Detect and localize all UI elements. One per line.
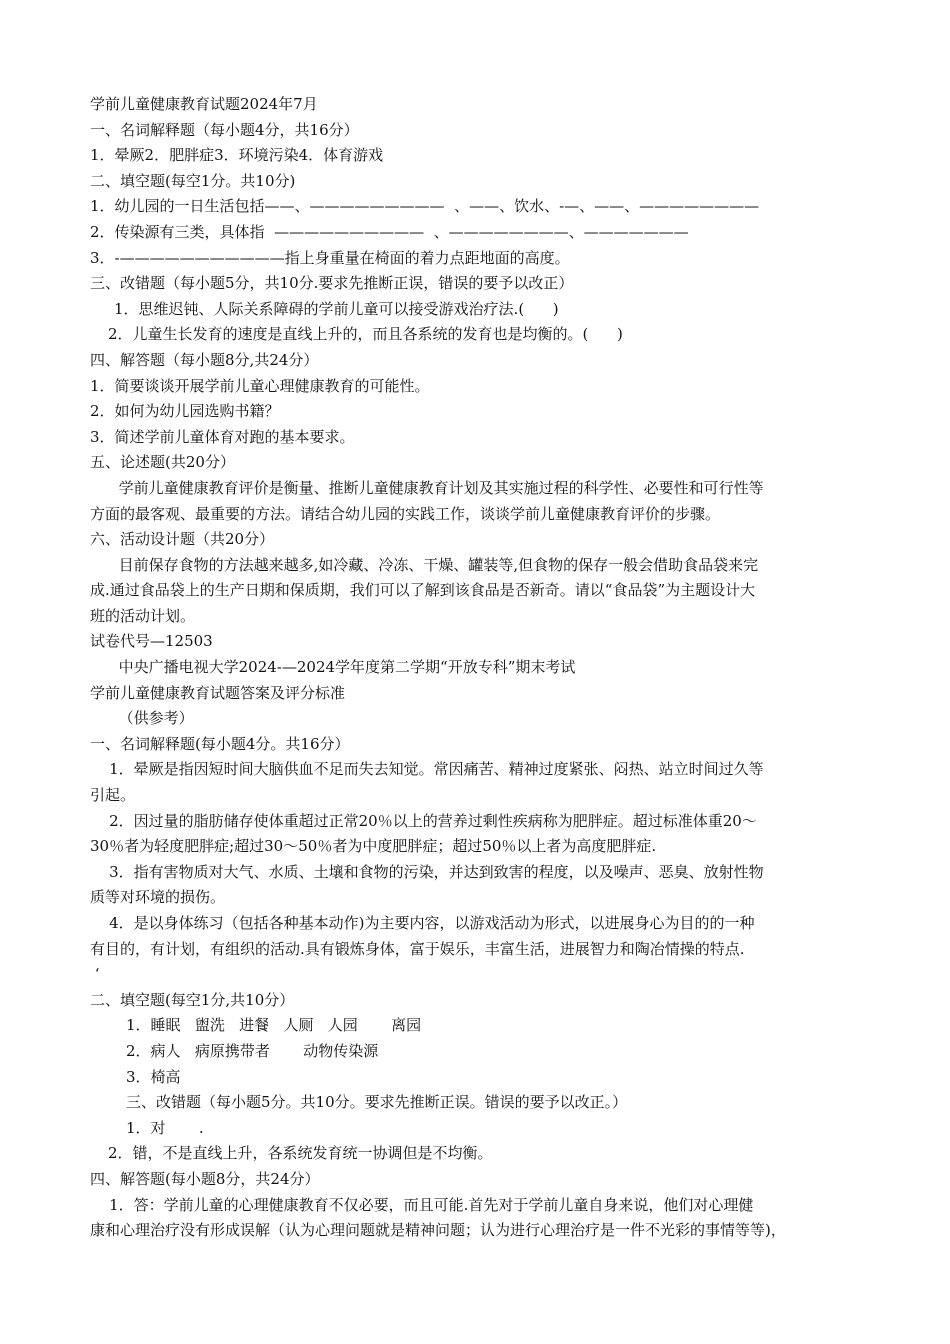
question-line: 1．晕厥2．肥胖症3．环境污染4．体育游戏 bbox=[90, 146, 384, 165]
answer-title: 学前儿童健康教育试题答案及评分标准 bbox=[90, 683, 346, 702]
answer-line: 3．椅高 bbox=[126, 1067, 181, 1086]
question-line: 3．简述学前儿童体育对跑的基本要求。 bbox=[90, 427, 355, 446]
answer-line: 4．是以身体练习（包括各种基本动作)为主要内容，以游戏活动为形式，以进展身心为目的的一种 bbox=[90, 914, 755, 932]
paragraph-line: 成.通过食品袋上的生产日期和保质期，我们可以了解到该食品是否新奇。请以“食品袋”为主题设计大 bbox=[90, 581, 756, 600]
section-heading: 六、活动设计题（共20分） bbox=[90, 530, 275, 549]
question-line: 2．如何为幼儿园选购书籍？ bbox=[90, 402, 280, 421]
section-heading: 五、论述题(共20分） bbox=[90, 453, 235, 472]
paragraph-line: 班的活动计划。 bbox=[90, 606, 196, 625]
section-heading: 四、解答题（每小题8分,共24分） bbox=[90, 350, 319, 369]
answer-line: 2．错，不是直线上升，各系统发育统一协调但是不均衡。 bbox=[108, 1144, 493, 1163]
answer-line: 1．答：学前儿童的心理健康教育不仅必要，而且可能.首先对于学前儿童自身来说，他们对心理健 bbox=[90, 1195, 754, 1214]
answer-line: 质等对环境的损伤。 bbox=[90, 888, 226, 907]
section-heading: 二、填空题(每空1分。共10分) bbox=[90, 171, 296, 190]
section-heading: 三、改错题（每小题5分。共10分。要求先推断正误。错误的要予以改正。） bbox=[126, 1093, 628, 1112]
question-line: 1．幼儿园的一日生活包括——、————————— 、——、饮水、-—、——、———————— bbox=[90, 197, 760, 216]
answer-line: 3．指有害物质对大气、水质、土壤和食物的污染，并达到致害的程度，以及噪声、恶臭、放射性物 bbox=[90, 862, 764, 881]
question-line: 1．思维迟钝、人际关系障碍的学前儿童可以接受游戏治疗法.( ) bbox=[114, 299, 559, 318]
section-heading: 三、改错题（每小题5分，共10分.要求先推断正误，错误的要予以改正） bbox=[90, 274, 574, 293]
answer-line: ‘ bbox=[90, 965, 100, 984]
answer-line: 引起。 bbox=[90, 786, 136, 805]
question-line: 2．传染源有三类，具体指 —————————— 、————————、——————— bbox=[90, 222, 689, 241]
answer-line: 1．睡眠 盥洗 进餐 人厕 人园 离园 bbox=[126, 1016, 422, 1035]
answer-line: 1．对 . bbox=[126, 1118, 204, 1137]
section-heading: 一、名词解释题(每小题4分。共16分） bbox=[90, 734, 350, 753]
section-heading: 四、解答题(每小题8分，共24分） bbox=[90, 1169, 320, 1188]
exam-code: 试卷代号—12503 bbox=[90, 632, 213, 651]
answer-line: 2．病人 病原携带者 动物传染源 bbox=[126, 1041, 379, 1060]
answer-line: 有目的，有计划，有组织的活动.具有锻炼身体，富于娱乐，丰富生活，进展智力和陶冶情操的特点. bbox=[90, 939, 745, 958]
answer-line: 30％者为轻度肥胖症;超过30～50％者为中度肥胖症；超过50％以上者为高度肥胖症. bbox=[90, 837, 657, 856]
answer-line: 2．因过量的脂肪储存使体重超过正常20％以上的营养过剩性疾病称为肥胖症。超过标准体重20～ bbox=[90, 811, 757, 830]
answer-line: 康和心理治疗没有形成误解（认为心理问题就是精神问题；认为进行心理治疗是一件不光彩的事情等等)， bbox=[90, 1221, 786, 1240]
reference-note: （供参考） bbox=[90, 709, 194, 728]
question-line: 3．-———————————指上身重量在椅面的着力点距地面的高度。 bbox=[90, 248, 570, 267]
exam-title: 中央广播电视大学2024-—2024学年度第二学期“开放专科”期末考试 bbox=[90, 658, 576, 677]
section-heading: 二、填空题(每空1分,共10分） bbox=[90, 990, 295, 1009]
answer-line: 1．晕厥是指因短时间大脑供血不足而失去知觉。常因痛苦、精神过度紧张、闷热、站立时间过久等 bbox=[90, 760, 764, 779]
paragraph-line: 学前儿童健康教育评价是衡量、推断儿童健康教育计划及其实施过程的科学性、必要性和可行性等 bbox=[90, 478, 764, 497]
question-line: 1．简要谈谈开展学前儿童心理健康教育的可能性。 bbox=[90, 376, 430, 395]
doc-title: 学前儿童健康教育试题2024年7月 bbox=[90, 95, 318, 113]
question-line: 2．儿童生长发育的速度是直线上升的，而且各系统的发育也是均衡的。( ) bbox=[108, 325, 623, 344]
document-body bbox=[90, 92, 865, 1244]
paragraph-line: 方面的最客观、最重要的方法。请结合幼儿园的实践工作，谈谈学前儿童健康教育评价的步骤。 bbox=[90, 504, 721, 523]
section-heading: 一、名词解释题（每小题4分，共16分） bbox=[90, 120, 359, 139]
paragraph-line: 目前保存食物的方法越来越多,如冷藏、冷冻、干燥、罐装等,但食物的保存一般会借助食品袋来完 bbox=[90, 555, 759, 574]
